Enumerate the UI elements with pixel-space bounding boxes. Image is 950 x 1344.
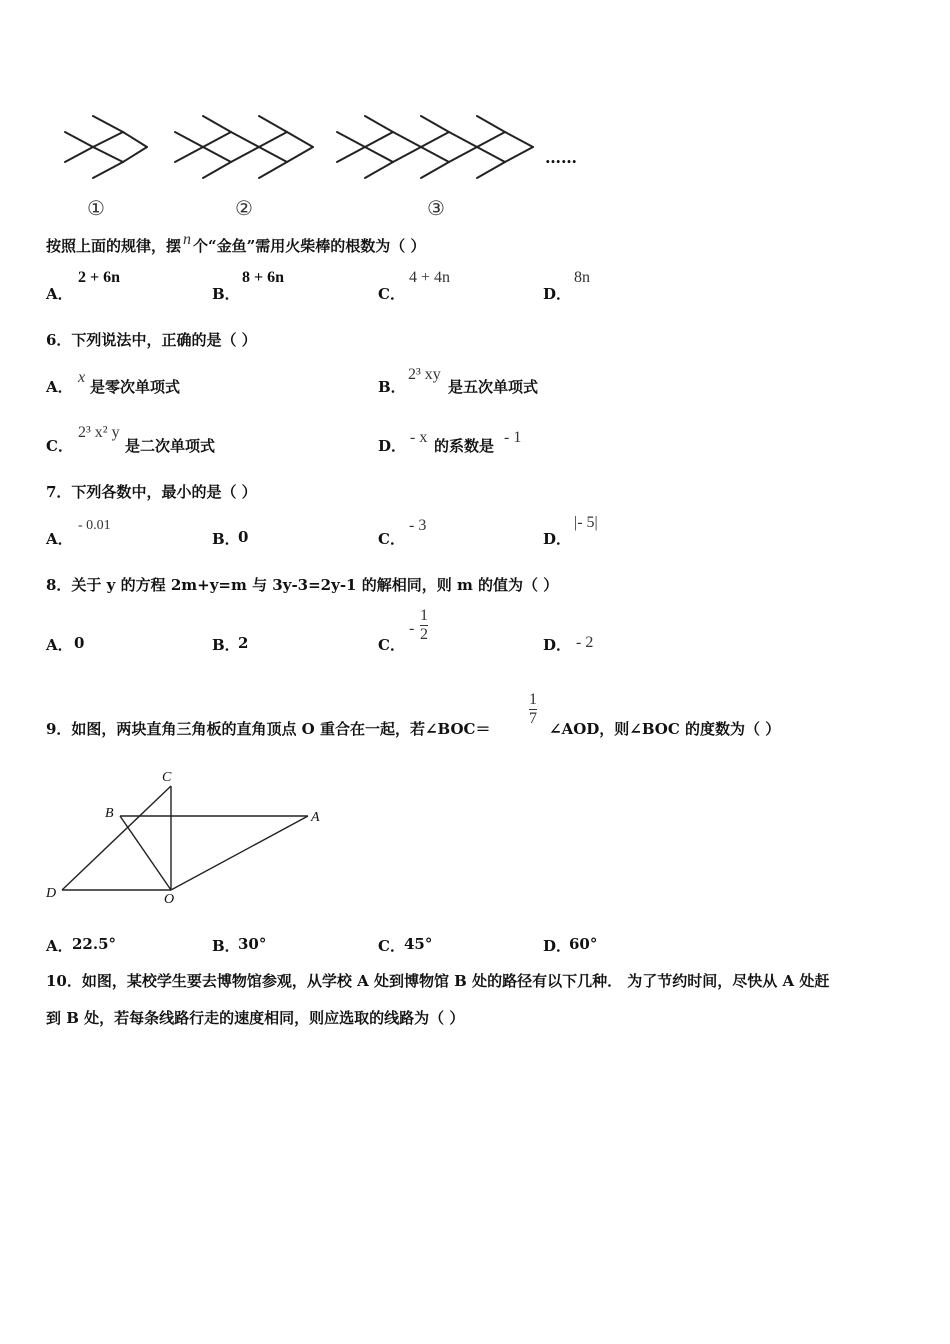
q8-option-c-letter[interactable]: C．	[378, 636, 405, 654]
q6-option-b-text: 是五次单项式	[448, 378, 539, 396]
q9-stem-part2: ∠AOD，则∠BOC 的度数为（ ）	[549, 720, 781, 738]
q9-fraction-numerator: 1	[529, 691, 537, 708]
q6-option-a-expr: x	[78, 369, 86, 386]
q10-stem-line1: 10．如图，某校学生要去博物馆参观，从学校 A 处到博物馆 B 处的路径有以下几种． 为了节约时间，尽快从 A 处赶	[46, 972, 830, 990]
q8-option-a-letter[interactable]: A．	[46, 636, 73, 654]
q7-option-c-letter[interactable]: C．	[378, 530, 405, 548]
triangles-figure	[40, 765, 340, 915]
fish-pattern-figure	[55, 105, 595, 225]
q8-option-d-expr: - 2	[576, 634, 594, 651]
q10-stem-line2: 到 B 处，若每条线路行走的速度相同，则应选取的线路为（ ）	[46, 1009, 465, 1027]
q9-option-b-expr: 30°	[238, 935, 267, 953]
q6-option-d-text: 的系数是	[434, 437, 495, 455]
q6-option-d-letter[interactable]: D．	[378, 437, 407, 455]
q5-option-b-expr: 8 + 6n	[242, 269, 285, 286]
q9-option-b-letter[interactable]: B．	[212, 937, 240, 955]
q5-option-d-letter[interactable]: D．	[543, 285, 572, 303]
q9-fraction-denominator: 7	[529, 710, 537, 727]
q5-option-a-expr: 2 + 6n	[78, 269, 121, 286]
q9-stem-part1: 9．如图，两块直角三角板的直角顶点 O 重合在一起，若∠BOC＝	[46, 720, 491, 738]
fish-figure-2	[175, 116, 313, 178]
q9-option-a-letter[interactable]: A．	[46, 937, 73, 955]
q5-stem	[46, 231, 426, 256]
q6-option-c-expr: 2³ x² y	[78, 424, 120, 441]
q5-option-d-expr: 8n	[574, 269, 590, 286]
q8-option-c-sign: -	[409, 620, 415, 637]
q7-option-d-letter[interactable]: D．	[543, 530, 572, 548]
fish-figure-3	[337, 116, 533, 178]
q6-option-a-letter[interactable]: A．	[46, 378, 73, 396]
q7-option-a-letter[interactable]: A．	[46, 530, 73, 548]
q5-option-b-letter[interactable]: B．	[212, 285, 240, 303]
point-label-d: D	[46, 886, 57, 901]
q8-stem: 8．关于 y 的方程 2m+y=m 与 3y-3=2y-1 的解相同，则 m 的值为（ ）	[46, 576, 559, 594]
q8-option-a-expr: 0	[74, 634, 85, 652]
q6-option-c-text: 是二次单项式	[125, 437, 216, 455]
q5-option-c-expr: 4 + 4n	[409, 269, 451, 286]
q8-option-b-expr: 2	[238, 634, 249, 652]
line-dc	[62, 786, 171, 890]
q6-option-b-expr: 2³ xy	[408, 366, 441, 383]
q9-option-d-expr: 60°	[569, 935, 598, 953]
q6-option-a-text: 是零次单项式	[90, 378, 181, 396]
q6-option-b-letter[interactable]: B．	[378, 378, 406, 396]
q8-option-d-letter[interactable]: D．	[543, 636, 572, 654]
q7-option-c-expr: - 3	[409, 517, 427, 534]
q8-option-b-letter[interactable]: B．	[212, 636, 240, 654]
q7-stem: 7．下列各数中，最小的是（ ）	[46, 483, 257, 501]
q8-option-c-denominator: 2	[420, 626, 428, 643]
fish-ellipsis: ……	[545, 148, 577, 167]
line-oa	[171, 816, 308, 890]
q7-option-a-expr: - 0.01	[78, 518, 111, 533]
q7-option-b-expr: 0	[238, 528, 249, 546]
q5-stem-var: n	[183, 231, 192, 248]
q5-option-c-letter[interactable]: C．	[378, 285, 405, 303]
point-label-a: A	[311, 810, 320, 825]
q7-option-b-letter[interactable]: B．	[212, 530, 240, 548]
q6-option-d-tail: - 1	[504, 429, 522, 446]
fish-figure-1	[65, 116, 147, 178]
q5-stem-part2: 个“金鱼”需用火柴棒的根数为（ ）	[193, 237, 426, 255]
point-label-b: B	[105, 806, 114, 821]
q9-option-a-expr: 22.5°	[72, 935, 117, 953]
line-bo	[120, 816, 171, 890]
q8-option-c-numerator: 1	[420, 607, 428, 624]
q5-option-a-letter[interactable]: A．	[46, 285, 73, 303]
q5-stem-part1: 按照上面的规律，摆	[46, 237, 182, 255]
q8-option-c-fraction	[420, 607, 428, 644]
q9-option-c-letter[interactable]: C．	[378, 937, 405, 955]
q7-option-d-expr: |- 5|	[574, 514, 598, 531]
q6-option-c-letter[interactable]: C．	[46, 437, 73, 455]
q6-stem: 6．下列说法中，正确的是（ ）	[46, 331, 257, 349]
q9-fraction	[529, 691, 537, 728]
fish-label-1: ①	[87, 196, 105, 220]
point-label-o: O	[164, 892, 175, 907]
q6-option-d-expr: - x	[410, 429, 428, 446]
q9-option-c-expr: 45°	[404, 935, 433, 953]
fish-label-2: ②	[235, 196, 253, 220]
point-label-c: C	[162, 770, 172, 785]
q9-option-d-letter[interactable]: D．	[543, 937, 572, 955]
fish-label-3: ③	[427, 196, 445, 220]
